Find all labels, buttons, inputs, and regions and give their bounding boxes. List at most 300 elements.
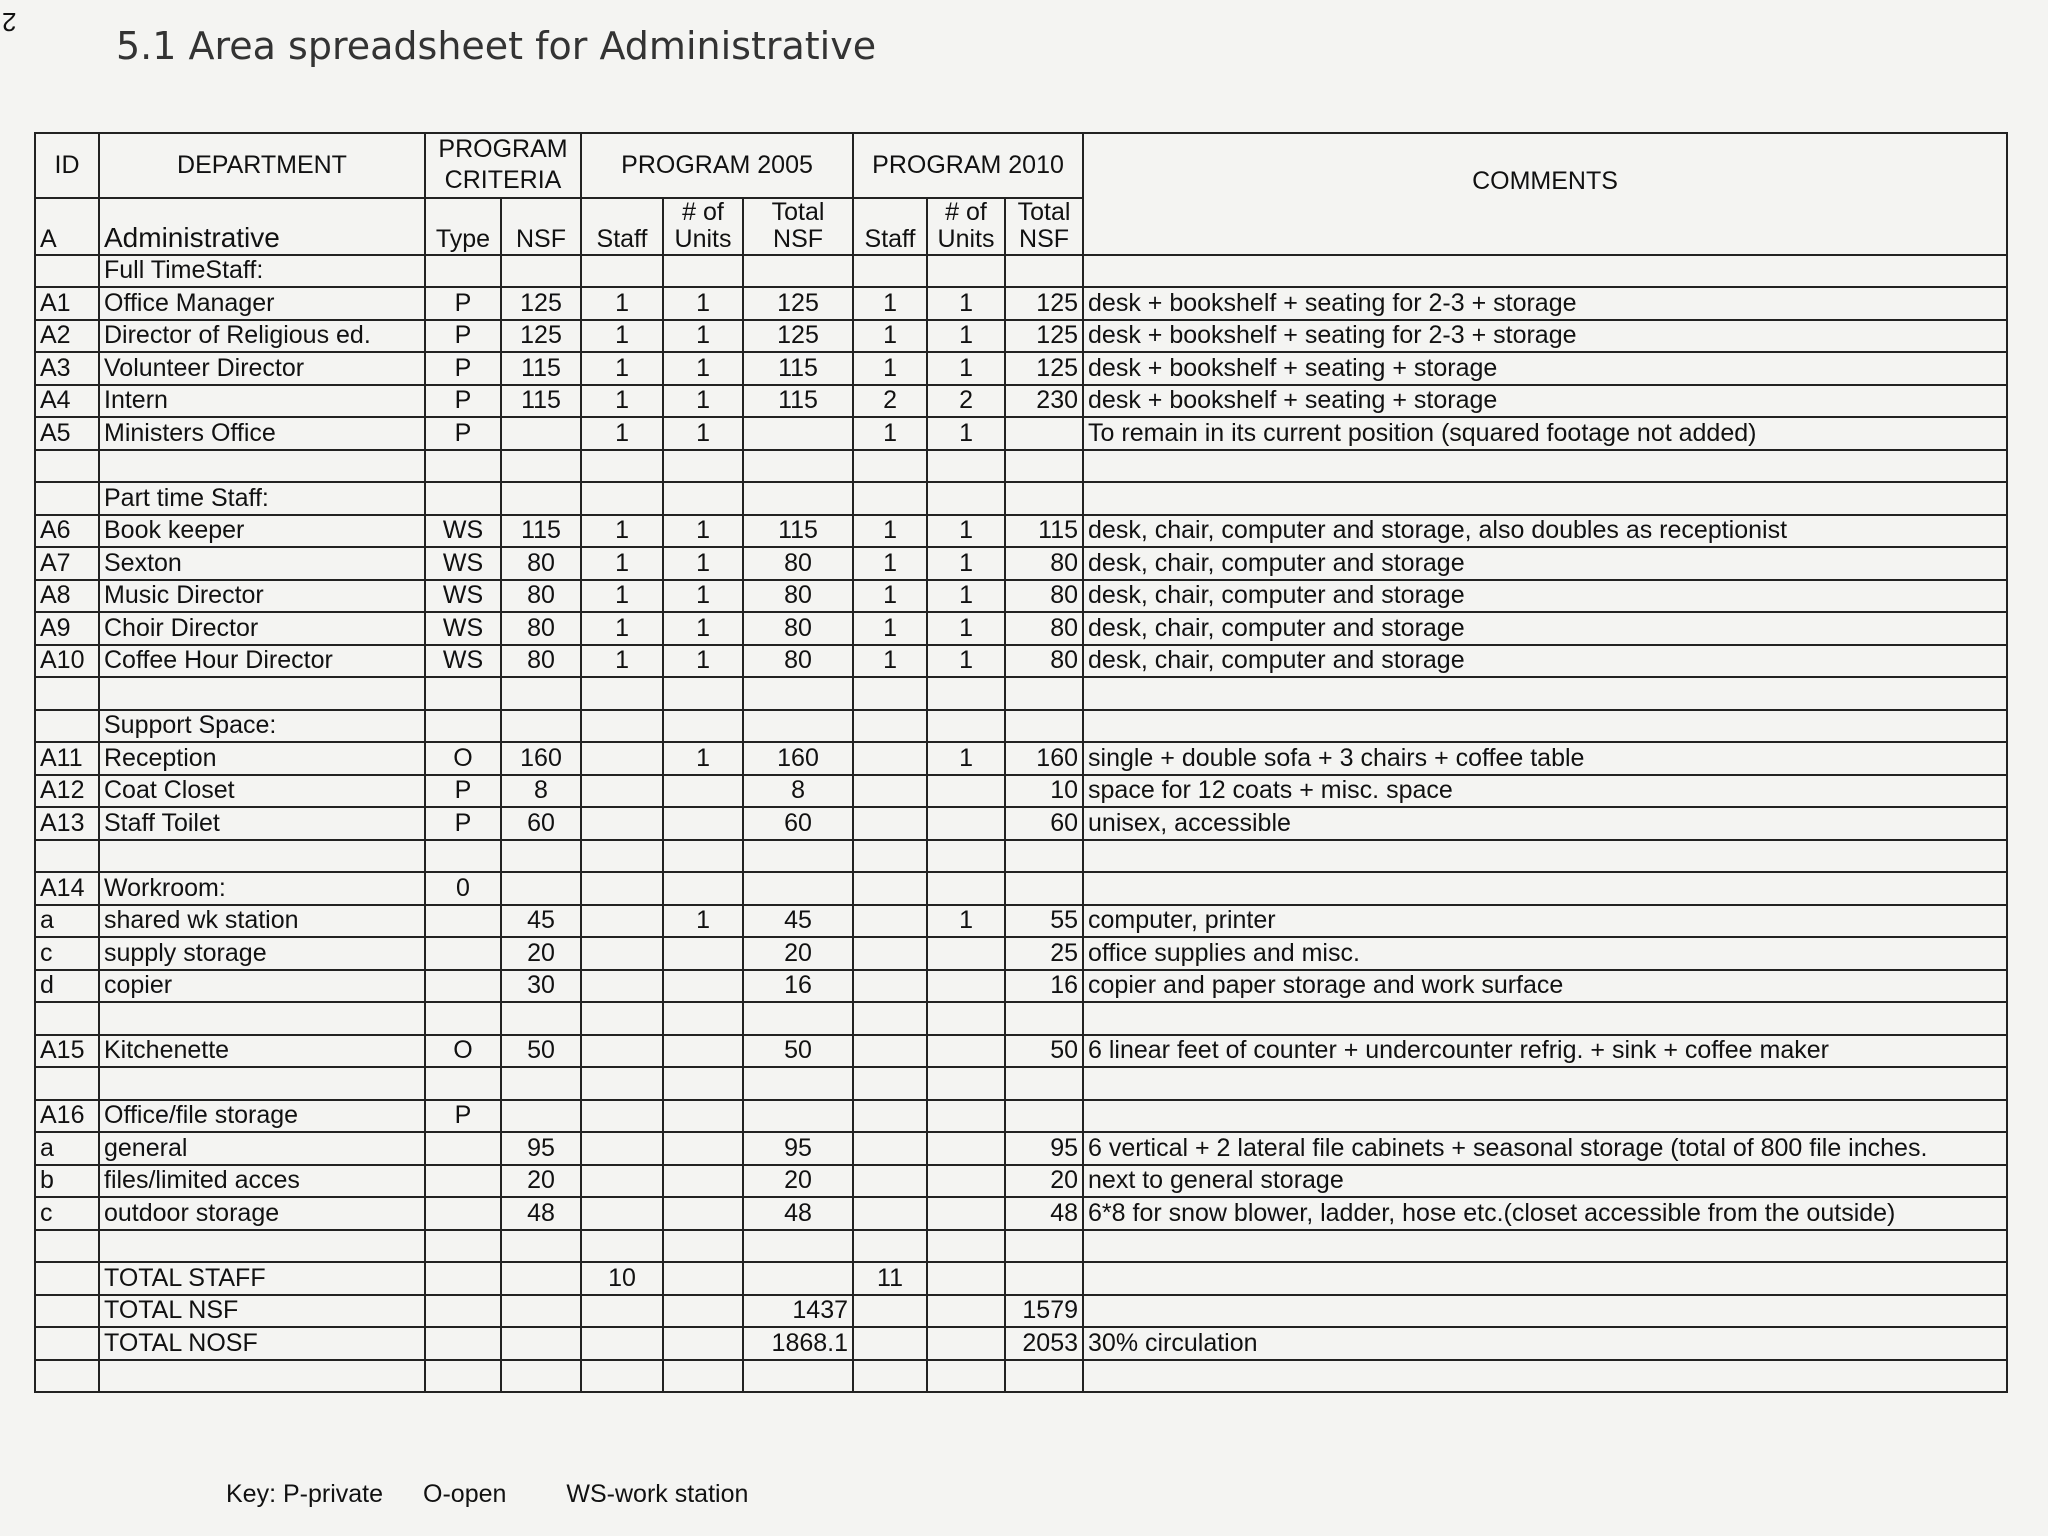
cell-nsf: 30 <box>501 970 581 1003</box>
cell-staff-2005 <box>581 450 663 483</box>
cell-total-nsf-2005: 80 <box>743 547 853 580</box>
cell-type <box>425 255 501 288</box>
cell-units-2005 <box>663 807 743 840</box>
cell-id <box>35 840 99 873</box>
table-row <box>35 1262 2007 1295</box>
cell-department: Full TimeStaff: <box>99 255 425 288</box>
key-private: Key: P-private <box>226 1480 384 1508</box>
cell-nsf: 50 <box>501 1035 581 1068</box>
cell-type <box>425 1230 501 1263</box>
cell-id: a <box>35 905 99 938</box>
cell-units-2010 <box>927 807 1005 840</box>
cell-staff-2010 <box>853 1230 927 1263</box>
cell-staff-2005 <box>581 775 663 808</box>
table-row <box>35 840 2007 873</box>
table-row <box>35 1197 2007 1230</box>
cell-department: files/limited acces <box>99 1165 425 1198</box>
cell-units-2010 <box>927 872 1005 905</box>
cell-type <box>425 1262 501 1295</box>
table-row <box>35 1295 2007 1328</box>
cell-total-nsf-2005 <box>743 1100 853 1133</box>
cell-type <box>425 1165 501 1198</box>
cell-units-2005 <box>663 1327 743 1360</box>
spreadsheet-body <box>35 255 2007 1393</box>
cell-units-2005 <box>663 1262 743 1295</box>
header-comments: COMMENTS <box>1083 133 2007 255</box>
cell-total-nsf-2010 <box>1005 872 1083 905</box>
cell-total-nsf-2005 <box>743 710 853 743</box>
cell-units-2005 <box>663 1035 743 1068</box>
cell-units-2010 <box>927 1262 1005 1295</box>
cell-department <box>99 1230 425 1263</box>
cell-units-2005 <box>663 872 743 905</box>
cell-staff-2005: 1 <box>581 287 663 320</box>
cell-staff-2005 <box>581 905 663 938</box>
cell-id <box>35 450 99 483</box>
cell-type: O <box>425 742 501 775</box>
cell-department: copier <box>99 970 425 1003</box>
cell-staff-2005 <box>581 840 663 873</box>
cell-units-2005 <box>663 1230 743 1263</box>
cell-staff-2005: 1 <box>581 580 663 613</box>
cell-staff-2010 <box>853 1035 927 1068</box>
cell-type <box>425 1067 501 1100</box>
cell-staff-2010 <box>853 970 927 1003</box>
cell-staff-2005: 1 <box>581 417 663 450</box>
cell-staff-2005 <box>581 1197 663 1230</box>
cell-staff-2010 <box>853 807 927 840</box>
cell-staff-2010: 1 <box>853 352 927 385</box>
cell-department: Support Space: <box>99 710 425 743</box>
cell-total-nsf-2010 <box>1005 1230 1083 1263</box>
cell-type <box>425 482 501 515</box>
cell-nsf: 80 <box>501 580 581 613</box>
cell-total-nsf-2010: 115 <box>1005 515 1083 548</box>
cell-units-2005: 1 <box>663 417 743 450</box>
cell-id: A2 <box>35 320 99 353</box>
cell-nsf <box>501 840 581 873</box>
table-row <box>35 580 2007 613</box>
cell-units-2005 <box>663 970 743 1003</box>
cell-total-nsf-2005: 115 <box>743 385 853 418</box>
cell-nsf: 80 <box>501 612 581 645</box>
cell-id <box>35 1230 99 1263</box>
cell-staff-2005 <box>581 1002 663 1035</box>
table-row <box>35 515 2007 548</box>
cell-type: P <box>425 417 501 450</box>
cell-nsf <box>501 1002 581 1035</box>
cell-comment: single + double sofa + 3 chairs + coffee table <box>1083 742 2007 775</box>
cell-total-nsf-2005 <box>743 1360 853 1393</box>
cell-id: A1 <box>35 287 99 320</box>
cell-staff-2005 <box>581 1132 663 1165</box>
cell-department: Office Manager <box>99 287 425 320</box>
cell-total-nsf-2005 <box>743 1262 853 1295</box>
table-row <box>35 775 2007 808</box>
cell-nsf: 160 <box>501 742 581 775</box>
cell-staff-2005: 1 <box>581 320 663 353</box>
cell-comment <box>1083 1295 2007 1328</box>
cell-id: A11 <box>35 742 99 775</box>
header-id: ID <box>35 133 99 198</box>
cell-id <box>35 1295 99 1328</box>
table-row <box>35 807 2007 840</box>
cell-total-nsf-2005: 20 <box>743 1165 853 1198</box>
cell-units-2010 <box>927 710 1005 743</box>
page-number: 2 <box>2 7 17 37</box>
cell-nsf <box>501 677 581 710</box>
cell-comment: space for 12 coats + misc. space <box>1083 775 2007 808</box>
cell-total-nsf-2005 <box>743 677 853 710</box>
cell-type: P <box>425 287 501 320</box>
table-row <box>35 450 2007 483</box>
cell-id: A3 <box>35 352 99 385</box>
subheader-type: Type <box>425 198 501 255</box>
cell-department: Coat Closet <box>99 775 425 808</box>
cell-comment: desk, chair, computer and storage <box>1083 612 2007 645</box>
key-workstation: WS-work station <box>566 1480 749 1508</box>
cell-type: P <box>425 1100 501 1133</box>
cell-id: A13 <box>35 807 99 840</box>
cell-type <box>425 1002 501 1035</box>
table-row <box>35 677 2007 710</box>
cell-nsf: 115 <box>501 515 581 548</box>
cell-staff-2005: 1 <box>581 612 663 645</box>
cell-nsf <box>501 482 581 515</box>
cell-staff-2010 <box>853 677 927 710</box>
cell-staff-2010 <box>853 1197 927 1230</box>
cell-staff-2005 <box>581 742 663 775</box>
cell-total-nsf-2010 <box>1005 840 1083 873</box>
cell-units-2005 <box>663 677 743 710</box>
cell-units-2010 <box>927 1100 1005 1133</box>
cell-comment <box>1083 1067 2007 1100</box>
cell-id: A14 <box>35 872 99 905</box>
cell-staff-2010: 1 <box>853 547 927 580</box>
cell-total-nsf-2005: 115 <box>743 352 853 385</box>
cell-staff-2005 <box>581 1327 663 1360</box>
area-spreadsheet <box>34 132 2008 1393</box>
cell-nsf: 115 <box>501 352 581 385</box>
cell-id <box>35 710 99 743</box>
cell-nsf <box>501 1360 581 1393</box>
cell-department: outdoor storage <box>99 1197 425 1230</box>
cell-total-nsf-2010 <box>1005 1360 1083 1393</box>
cell-units-2010 <box>927 937 1005 970</box>
cell-comment <box>1083 1262 2007 1295</box>
cell-nsf <box>501 417 581 450</box>
cell-total-nsf-2005: 80 <box>743 580 853 613</box>
subheader-staff-2005: Staff <box>581 198 663 255</box>
table-row <box>35 1132 2007 1165</box>
cell-nsf: 20 <box>501 937 581 970</box>
subheader-nsf: NSF <box>501 198 581 255</box>
cell-comment: desk, chair, computer and storage, also doubles as receptionist <box>1083 515 2007 548</box>
cell-type: P <box>425 775 501 808</box>
cell-id <box>35 1327 99 1360</box>
cell-type <box>425 677 501 710</box>
cell-type <box>425 1360 501 1393</box>
cell-comment: unisex, accessible <box>1083 807 2007 840</box>
cell-type: P <box>425 352 501 385</box>
cell-total-nsf-2010: 80 <box>1005 547 1083 580</box>
cell-total-nsf-2010 <box>1005 1100 1083 1133</box>
cell-department: Sexton <box>99 547 425 580</box>
cell-total-nsf-2010: 230 <box>1005 385 1083 418</box>
cell-staff-2005 <box>581 970 663 1003</box>
cell-type: P <box>425 807 501 840</box>
cell-total-nsf-2005 <box>743 1002 853 1035</box>
cell-id <box>35 1360 99 1393</box>
table-row <box>35 1035 2007 1068</box>
cell-type: WS <box>425 612 501 645</box>
cell-staff-2010 <box>853 872 927 905</box>
cell-staff-2010 <box>853 450 927 483</box>
cell-total-nsf-2005: 16 <box>743 970 853 1003</box>
cell-type: WS <box>425 515 501 548</box>
cell-id: A15 <box>35 1035 99 1068</box>
cell-id: A7 <box>35 547 99 580</box>
cell-units-2010 <box>927 255 1005 288</box>
cell-units-2005 <box>663 840 743 873</box>
cell-comment: next to general storage <box>1083 1165 2007 1198</box>
table-row <box>35 970 2007 1003</box>
cell-staff-2005: 1 <box>581 547 663 580</box>
cell-units-2010 <box>927 1327 1005 1360</box>
cell-department: Music Director <box>99 580 425 613</box>
subheader-total-nsf-2010: Total NSF <box>1005 198 1083 255</box>
cell-units-2010 <box>927 1132 1005 1165</box>
cell-staff-2010 <box>853 905 927 938</box>
table-row <box>35 710 2007 743</box>
cell-units-2005: 1 <box>663 612 743 645</box>
cell-units-2010 <box>927 1002 1005 1035</box>
cell-comment: 6 linear feet of counter + undercounter refrig. + sink + coffee maker <box>1083 1035 2007 1068</box>
cell-units-2005: 1 <box>663 547 743 580</box>
cell-type: WS <box>425 645 501 678</box>
cell-staff-2010 <box>853 742 927 775</box>
cell-department <box>99 1360 425 1393</box>
cell-staff-2005 <box>581 1165 663 1198</box>
cell-total-nsf-2010 <box>1005 417 1083 450</box>
cell-type <box>425 710 501 743</box>
cell-staff-2005 <box>581 1360 663 1393</box>
table-row <box>35 1230 2007 1263</box>
cell-staff-2010 <box>853 1067 927 1100</box>
cell-type <box>425 937 501 970</box>
cell-total-nsf-2010 <box>1005 1002 1083 1035</box>
cell-units-2005 <box>663 1100 743 1133</box>
cell-type: 0 <box>425 872 501 905</box>
cell-nsf <box>501 1230 581 1263</box>
cell-units-2010: 2 <box>927 385 1005 418</box>
cell-total-nsf-2010: 80 <box>1005 580 1083 613</box>
cell-department: general <box>99 1132 425 1165</box>
cell-nsf: 45 <box>501 905 581 938</box>
table-row <box>35 255 2007 288</box>
cell-type <box>425 450 501 483</box>
header-program-2010: PROGRAM 2010 <box>853 133 1083 198</box>
cell-units-2010: 1 <box>927 287 1005 320</box>
cell-units-2005: 1 <box>663 580 743 613</box>
cell-staff-2010: 1 <box>853 645 927 678</box>
cell-staff-2005: 1 <box>581 385 663 418</box>
cell-staff-2010: 1 <box>853 417 927 450</box>
cell-total-nsf-2010 <box>1005 255 1083 288</box>
cell-units-2005 <box>663 1360 743 1393</box>
cell-id: A4 <box>35 385 99 418</box>
table-row <box>35 1067 2007 1100</box>
cell-units-2010 <box>927 1035 1005 1068</box>
table-row <box>35 742 2007 775</box>
cell-total-nsf-2005 <box>743 1067 853 1100</box>
cell-id: A12 <box>35 775 99 808</box>
cell-comment <box>1083 482 2007 515</box>
cell-total-nsf-2005: 48 <box>743 1197 853 1230</box>
cell-comment: desk, chair, computer and storage <box>1083 645 2007 678</box>
table-row <box>35 937 2007 970</box>
cell-total-nsf-2010: 1579 <box>1005 1295 1083 1328</box>
cell-staff-2005 <box>581 677 663 710</box>
cell-nsf: 80 <box>501 645 581 678</box>
cell-nsf: 125 <box>501 320 581 353</box>
cell-total-nsf-2005: 20 <box>743 937 853 970</box>
subheader-units-2005: # of Units <box>663 198 743 255</box>
cell-comment: desk + bookshelf + seating for 2-3 + storage <box>1083 320 2007 353</box>
cell-units-2005 <box>663 710 743 743</box>
cell-type: P <box>425 385 501 418</box>
cell-units-2010: 1 <box>927 417 1005 450</box>
cell-nsf: 95 <box>501 1132 581 1165</box>
cell-total-nsf-2010 <box>1005 710 1083 743</box>
cell-units-2005 <box>663 1067 743 1100</box>
cell-id: c <box>35 937 99 970</box>
cell-staff-2010 <box>853 482 927 515</box>
cell-type <box>425 905 501 938</box>
table-row <box>35 1360 2007 1393</box>
cell-comment: office supplies and misc. <box>1083 937 2007 970</box>
cell-comment <box>1083 840 2007 873</box>
cell-comment: 6 vertical + 2 lateral file cabinets + seasonal storage (total of 800 file inches. <box>1083 1132 2007 1165</box>
cell-staff-2005 <box>581 1067 663 1100</box>
cell-total-nsf-2005: 125 <box>743 287 853 320</box>
cell-staff-2010 <box>853 775 927 808</box>
cell-total-nsf-2005: 95 <box>743 1132 853 1165</box>
cell-department: Part time Staff: <box>99 482 425 515</box>
cell-nsf: 8 <box>501 775 581 808</box>
cell-type <box>425 970 501 1003</box>
cell-units-2005: 1 <box>663 385 743 418</box>
cell-units-2005 <box>663 1197 743 1230</box>
cell-comment <box>1083 710 2007 743</box>
cell-department <box>99 450 425 483</box>
cell-nsf: 115 <box>501 385 581 418</box>
cell-staff-2010 <box>853 840 927 873</box>
cell-comment <box>1083 1100 2007 1133</box>
cell-total-nsf-2005 <box>743 255 853 288</box>
cell-total-nsf-2010: 25 <box>1005 937 1083 970</box>
cell-staff-2010 <box>853 937 927 970</box>
cell-units-2010 <box>927 450 1005 483</box>
cell-total-nsf-2010: 2053 <box>1005 1327 1083 1360</box>
cell-type <box>425 1197 501 1230</box>
subheader-total-nsf-2005: Total NSF <box>743 198 853 255</box>
cell-total-nsf-2010: 48 <box>1005 1197 1083 1230</box>
cell-id <box>35 1002 99 1035</box>
cell-total-nsf-2010: 160 <box>1005 742 1083 775</box>
cell-id: A16 <box>35 1100 99 1133</box>
cell-units-2010: 1 <box>927 352 1005 385</box>
cell-units-2010 <box>927 970 1005 1003</box>
cell-comment: desk, chair, computer and storage <box>1083 580 2007 613</box>
cell-units-2010: 1 <box>927 320 1005 353</box>
cell-department: Choir Director <box>99 612 425 645</box>
cell-staff-2005: 10 <box>581 1262 663 1295</box>
cell-comment: desk + bookshelf + seating + storage <box>1083 385 2007 418</box>
cell-id: d <box>35 970 99 1003</box>
cell-units-2010: 1 <box>927 580 1005 613</box>
cell-units-2005 <box>663 1165 743 1198</box>
cell-total-nsf-2010: 125 <box>1005 287 1083 320</box>
cell-department: Workroom: <box>99 872 425 905</box>
cell-id <box>35 1067 99 1100</box>
cell-staff-2005 <box>581 482 663 515</box>
cell-id: A6 <box>35 515 99 548</box>
table-row <box>35 1165 2007 1198</box>
cell-units-2005: 1 <box>663 320 743 353</box>
cell-total-nsf-2005: 60 <box>743 807 853 840</box>
cell-units-2010 <box>927 1197 1005 1230</box>
cell-id: a <box>35 1132 99 1165</box>
cell-nsf <box>501 710 581 743</box>
cell-nsf <box>501 1067 581 1100</box>
subheader-units-2010: # of Units <box>927 198 1005 255</box>
cell-staff-2010: 1 <box>853 287 927 320</box>
cell-id: A5 <box>35 417 99 450</box>
key-open: O-open <box>423 1480 507 1508</box>
cell-type: O <box>425 1035 501 1068</box>
cell-units-2010: 1 <box>927 645 1005 678</box>
subheader-staff-2010: Staff <box>853 198 927 255</box>
cell-type: WS <box>425 547 501 580</box>
cell-type <box>425 1327 501 1360</box>
cell-id: A10 <box>35 645 99 678</box>
cell-staff-2005 <box>581 872 663 905</box>
cell-staff-2010 <box>853 1165 927 1198</box>
cell-department: shared wk station <box>99 905 425 938</box>
cell-total-nsf-2010 <box>1005 482 1083 515</box>
cell-total-nsf-2005 <box>743 872 853 905</box>
cell-units-2005 <box>663 775 743 808</box>
cell-total-nsf-2010: 16 <box>1005 970 1083 1003</box>
cell-total-nsf-2010: 80 <box>1005 645 1083 678</box>
cell-units-2010: 1 <box>927 515 1005 548</box>
cell-total-nsf-2005: 45 <box>743 905 853 938</box>
cell-comment <box>1083 1360 2007 1393</box>
cell-department: Ministers Office <box>99 417 425 450</box>
cell-type: P <box>425 320 501 353</box>
cell-department <box>99 677 425 710</box>
cell-total-nsf-2005 <box>743 482 853 515</box>
cell-units-2005: 1 <box>663 905 743 938</box>
header-program-2005: PROGRAM 2005 <box>581 133 853 198</box>
cell-total-nsf-2005 <box>743 1230 853 1263</box>
cell-staff-2005 <box>581 937 663 970</box>
cell-units-2005: 1 <box>663 515 743 548</box>
cell-staff-2010 <box>853 710 927 743</box>
cell-units-2005: 1 <box>663 287 743 320</box>
table-row <box>35 385 2007 418</box>
